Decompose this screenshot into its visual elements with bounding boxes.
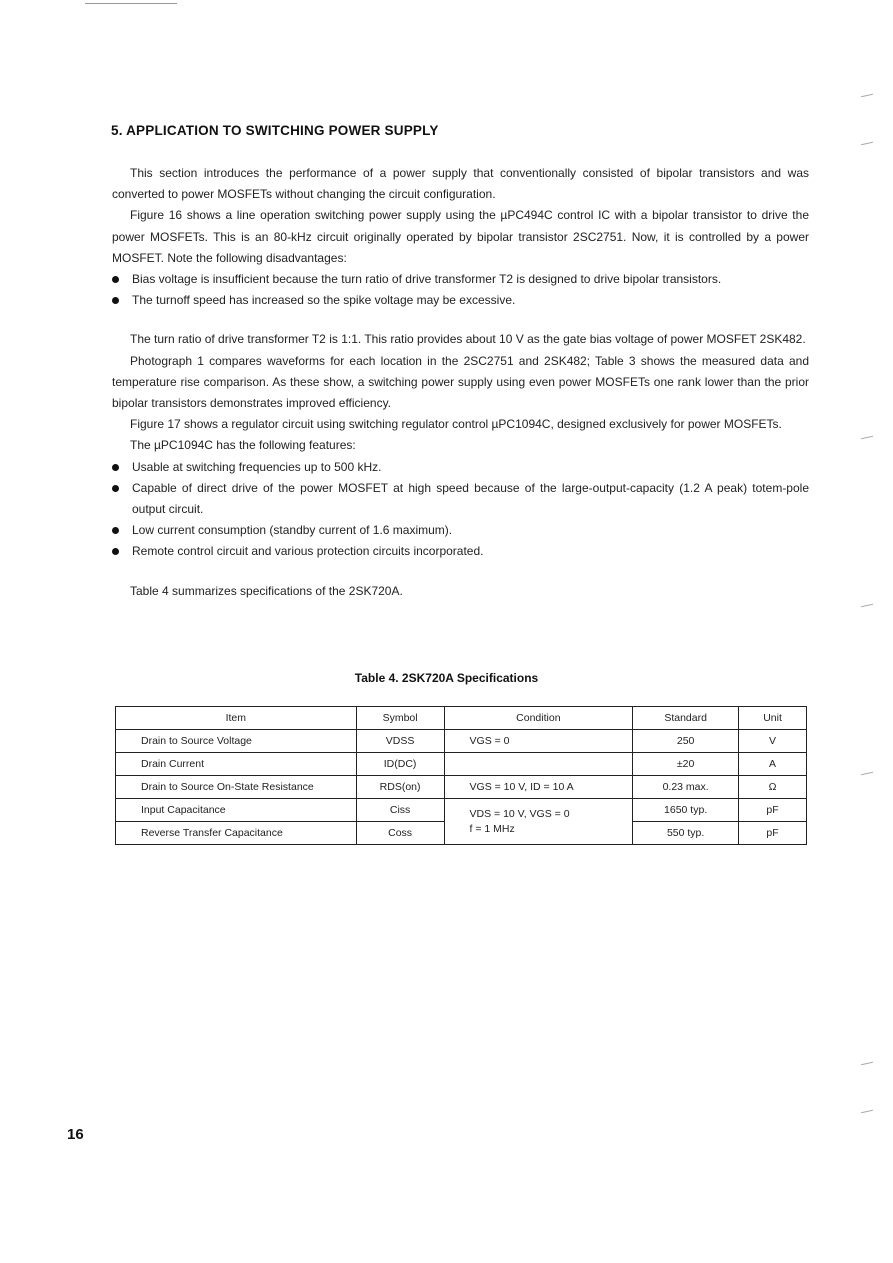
cell-item: Input Capacitance: [116, 799, 357, 822]
table-caption: Table 4. 2SK720A Specifications: [354, 671, 539, 685]
list-item: Capable of direct drive of the power MOSFET at high speed because of the large-output-capacity (1.2 A peak) totem-pole output circuit.: [112, 478, 809, 520]
list-item: Bias voltage is insufficient because the turn ratio of drive transformer T2 is designed to drive bipolar transistors.: [112, 269, 809, 290]
cell-standard: ±20: [633, 753, 739, 776]
paragraph-figure17: Figure 17 shows a regulator circuit using switching regulator control µPC1094C, designed exclusively for power MOSFETs.: [130, 417, 782, 432]
feature-list: [112, 457, 809, 563]
table-row: [116, 730, 807, 753]
cell-symbol: Coss: [356, 822, 444, 845]
cell-condition: VGS = 0: [444, 730, 633, 753]
cell-condition: VGS = 10 V, ID = 10 A: [444, 776, 633, 799]
cell-symbol: RDS(on): [356, 776, 444, 799]
cell-condition-merged: [444, 799, 633, 845]
list-item: Usable at switching frequencies up to 500 kHz.: [112, 457, 809, 478]
paragraph-intro: This section introduces the performance of a power supply that conventionally consisted of bipolar transistors and was converted to power MOSFETs without changing the circuit configuration.: [112, 166, 809, 202]
header-standard: Standard: [633, 707, 739, 730]
bullet-icon: [112, 548, 119, 555]
scan-mark: [861, 436, 873, 439]
scan-mark: [861, 1110, 873, 1113]
header-item: Item: [116, 707, 357, 730]
cell-unit: V: [739, 730, 807, 753]
paragraph-features-intro: The µPC1094C has the following features:: [130, 438, 356, 453]
list-item: Remote control circuit and various protection circuits incorporated.: [112, 541, 809, 562]
scan-mark: [861, 604, 873, 607]
scan-mark: [861, 142, 873, 145]
cell-unit: pF: [739, 799, 807, 822]
header-condition: Condition: [444, 707, 633, 730]
cell-condition: [444, 753, 633, 776]
cell-standard: 1650 typ.: [633, 799, 739, 822]
header-rule: [85, 3, 177, 4]
header-unit: Unit: [739, 707, 807, 730]
cell-standard: 0.23 max.: [633, 776, 739, 799]
table-row: [116, 799, 807, 822]
scan-mark: [861, 1062, 873, 1065]
condition-line-1: VDS = 10 V, VGS = 0: [469, 807, 570, 820]
cell-symbol: VDSS: [356, 730, 444, 753]
list-item: Low current consumption (standby current of 1.6 maximum).: [112, 520, 809, 541]
bullet-icon: [112, 527, 119, 534]
header-symbol: Symbol: [356, 707, 444, 730]
spec-table: [115, 706, 807, 845]
paragraph-turn-ratio: The turn ratio of drive transformer T2 is 1:1. This ratio provides about 10 V as the gate bias voltage of power MOSFET 2SK482.: [130, 332, 806, 347]
cell-standard: 250: [633, 730, 739, 753]
bullet-icon: [112, 297, 119, 304]
condition-line-2: f = 1 MHz: [469, 822, 515, 835]
section-heading: 5. APPLICATION TO SWITCHING POWER SUPPLY: [111, 123, 439, 138]
bullet-icon: [112, 464, 119, 471]
paragraph-photograph: Photograph 1 compares waveforms for each location in the 2SC2751 and 2SK482; Table 3 shows the measured data and temperature rise comparison. As these show, a switching power supply using even power MOSFETs one rank lower than the prior bipolar transistors demonstrates improved efficiency.: [112, 353, 809, 411]
table-row: [116, 753, 807, 776]
page-number: 16: [67, 1126, 84, 1143]
cell-symbol: Ciss: [356, 799, 444, 822]
cell-standard: 550 typ.: [633, 822, 739, 845]
scan-mark: [861, 94, 873, 97]
cell-symbol: ID(DC): [356, 753, 444, 776]
bullet-icon: [112, 276, 119, 283]
cell-item: Drain to Source Voltage: [116, 730, 357, 753]
paragraph-table-ref: Table 4 summarizes specifications of the 2SK720A.: [130, 583, 403, 598]
cell-item: Drain to Source On-State Resistance: [116, 776, 357, 799]
cell-unit: A: [739, 753, 807, 776]
scan-mark: [861, 772, 873, 775]
list-item: The turnoff speed has increased so the spike voltage may be excessive.: [112, 290, 809, 311]
table-row: [116, 776, 807, 799]
paragraph-figure16: Figure 16 shows a line operation switching power supply using the µPC494C control IC with a bipolar transistor to drive the power MOSFETs. This is an 80-kHz circuit originally operated by bipolar transistor 2SC2751. Now, it is controlled by a power MOSFET. Note the following disadvantages:: [112, 208, 809, 265]
body-text: [112, 163, 809, 602]
cell-unit: pF: [739, 822, 807, 845]
cell-item: Reverse Transfer Capacitance: [116, 822, 357, 845]
disadvantage-list: [112, 269, 809, 311]
table-header-row: [116, 707, 807, 730]
cell-item: Drain Current: [116, 753, 357, 776]
cell-unit: Ω: [739, 776, 807, 799]
bullet-icon: [112, 485, 119, 492]
